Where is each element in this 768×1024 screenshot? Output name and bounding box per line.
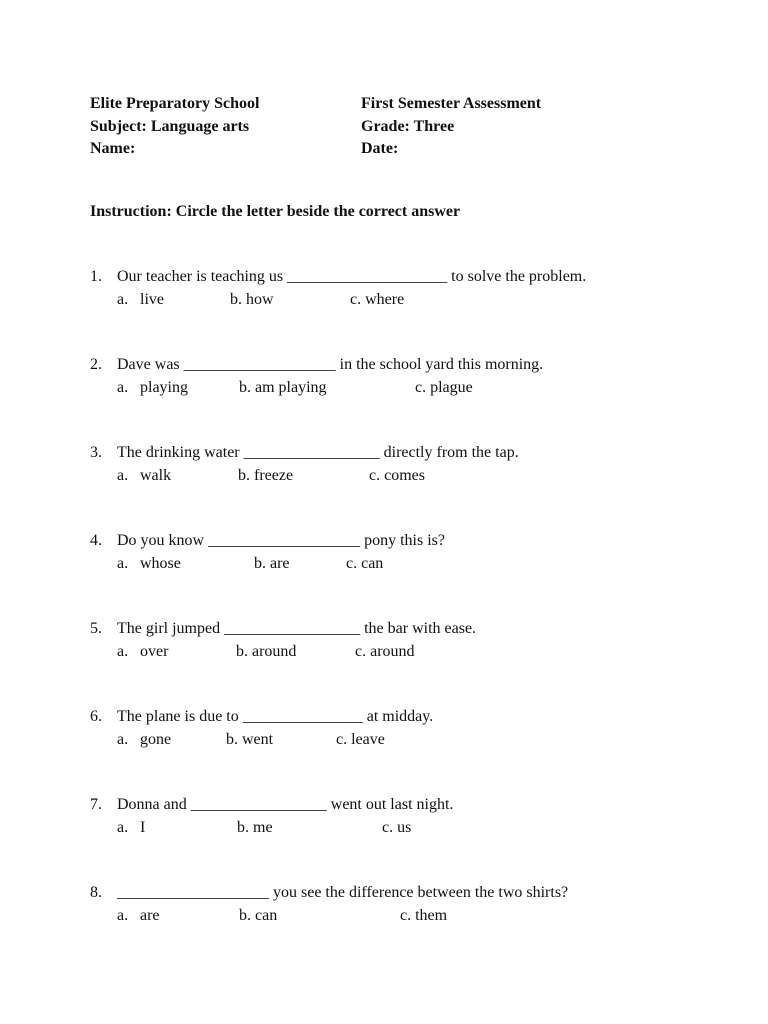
grade-label: Grade: Three: [361, 117, 455, 135]
question-4: [90, 532, 730, 573]
option-c[interactable]: c. them: [400, 907, 448, 924]
option-b[interactable]: b. how: [230, 291, 274, 308]
option-b[interactable]: b. went: [226, 731, 274, 748]
question-text: ___________________ you see the difference between the two shirts?: [117, 884, 569, 901]
question-number: 4.: [90, 532, 102, 549]
option-a-letter: a.: [117, 291, 129, 308]
option-a-text: walk: [140, 467, 172, 484]
option-b[interactable]: b. am playing: [239, 379, 327, 396]
option-a-letter: a.: [117, 643, 129, 660]
option-a[interactable]: [117, 819, 145, 837]
school-name: Elite Preparatory School: [90, 95, 260, 112]
question-7: [90, 796, 730, 837]
option-c[interactable]: c. around: [355, 643, 415, 660]
option-b[interactable]: b. are: [254, 555, 290, 572]
option-a[interactable]: [117, 907, 160, 925]
option-a[interactable]: [117, 291, 164, 309]
option-a-letter: a.: [117, 731, 129, 748]
question-number: 8.: [90, 884, 102, 901]
worksheet-header: [90, 95, 730, 163]
option-b[interactable]: b. me: [237, 819, 273, 836]
option-b[interactable]: b. can: [239, 907, 278, 924]
option-a-text: gone: [140, 731, 172, 748]
question-8: [90, 884, 730, 925]
header-row-2: [90, 118, 730, 141]
option-a-text: over: [140, 643, 169, 660]
question-5: [90, 620, 730, 661]
instruction-text: Instruction: Circle the letter beside the correct answer: [90, 203, 461, 220]
option-a[interactable]: [117, 643, 168, 661]
option-a-letter: a.: [117, 467, 129, 484]
option-a-letter: a.: [117, 379, 129, 396]
question-text: Our teacher is teaching us ____________________ to solve the problem.: [117, 268, 587, 285]
question-text: Donna and _________________ went out last night.: [117, 796, 454, 813]
assessment-title: First Semester Assessment: [361, 95, 542, 112]
option-c[interactable]: c. leave: [336, 731, 385, 748]
header-row-3: [90, 140, 730, 163]
option-c[interactable]: c. us: [382, 819, 412, 836]
question-number: 1.: [90, 268, 102, 285]
question-text: The plane is due to _______________ at midday.: [117, 708, 434, 725]
name-label: Name:: [90, 140, 136, 157]
option-b[interactable]: b. around: [236, 643, 297, 660]
question-number: 7.: [90, 796, 102, 813]
question-text: Dave was ___________________ in the school yard this morning.: [117, 356, 544, 373]
option-a-text: whose: [140, 555, 181, 572]
option-c[interactable]: c. where: [350, 291, 405, 308]
date-label: Date:: [361, 140, 399, 157]
question-number: 2.: [90, 356, 102, 373]
option-a[interactable]: [117, 555, 181, 573]
option-a-text: playing: [140, 379, 188, 396]
question-1: [90, 268, 730, 309]
question-number: 3.: [90, 444, 102, 461]
option-a-text: live: [140, 291, 164, 308]
option-a-text: are: [140, 907, 160, 924]
option-c[interactable]: c. comes: [369, 467, 425, 484]
option-a-letter: a.: [117, 555, 129, 572]
question-6: [90, 708, 730, 749]
option-a-letter: a.: [117, 907, 129, 924]
question-text: The drinking water _________________ directly from the tap.: [117, 444, 519, 461]
option-c[interactable]: c. plague: [415, 379, 473, 396]
option-a-letter: a.: [117, 819, 129, 836]
option-a[interactable]: [117, 379, 188, 397]
question-number: 6.: [90, 708, 102, 725]
option-a-text: I: [140, 819, 146, 836]
option-b[interactable]: b. freeze: [238, 467, 294, 484]
question-number: 5.: [90, 620, 102, 637]
header-row-1: [90, 95, 730, 118]
question-text: Do you know ___________________ pony this is?: [117, 532, 445, 549]
option-a[interactable]: [117, 467, 171, 485]
question-text: The girl jumped _________________ the bar with ease.: [117, 620, 477, 637]
option-a[interactable]: [117, 731, 171, 749]
question-3: [90, 444, 730, 485]
option-c[interactable]: c. can: [346, 555, 384, 572]
question-2: [90, 356, 730, 397]
subject-label: Subject: Language arts: [90, 117, 250, 135]
